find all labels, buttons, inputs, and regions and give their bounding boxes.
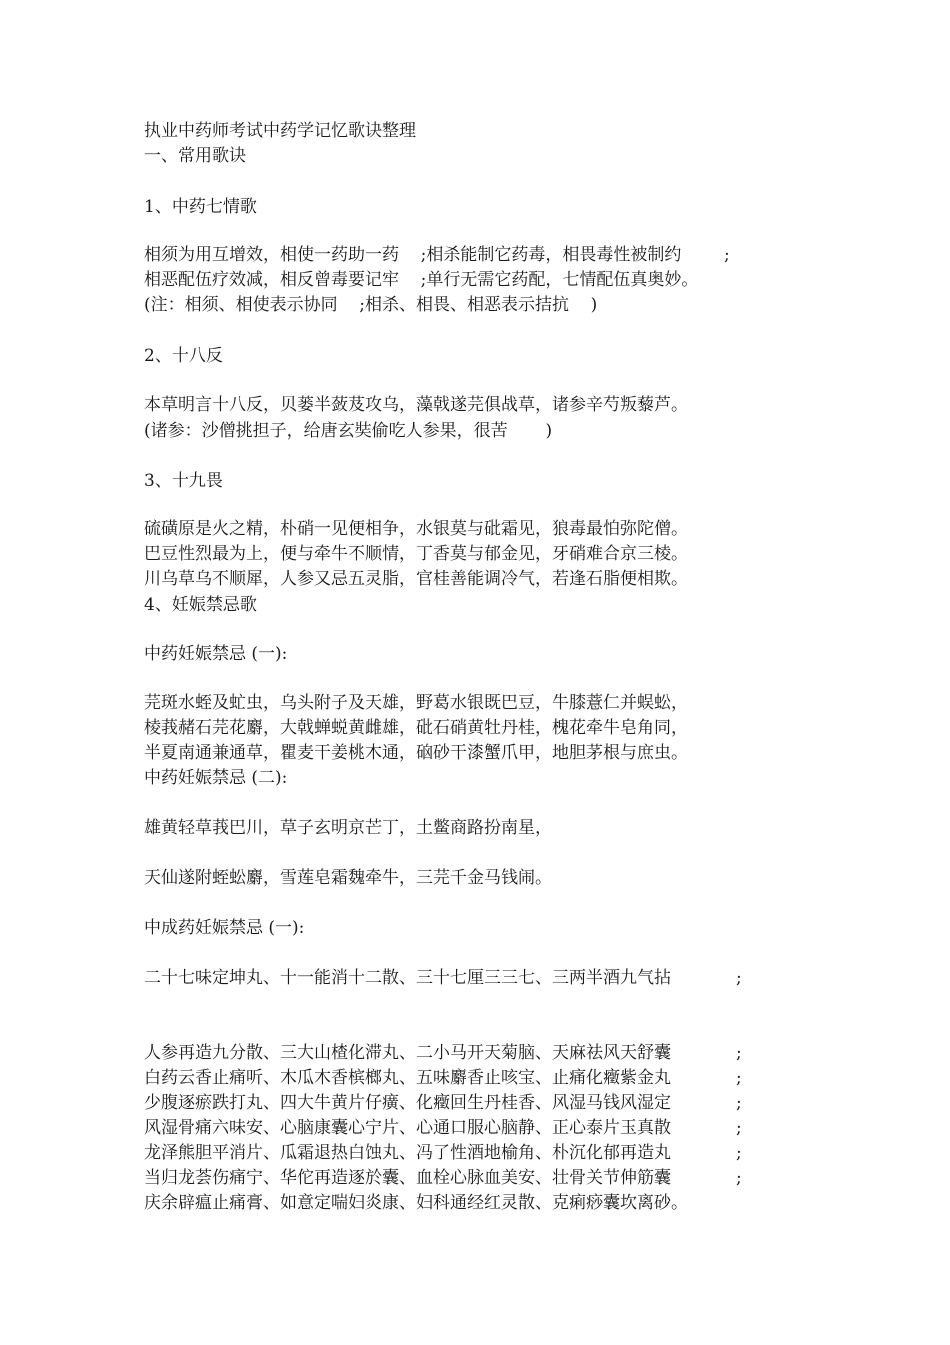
s2-note: (诸参：沙僧挑担子，给唐玄奘偷吃人参果，很苦 ) (144, 421, 553, 441)
s2-line: 本草明言十八反，贝蒌半蔹芨攻乌，藻戟遂芫俱战草，诸参辛芍叛藜芦。 (144, 395, 688, 415)
list-item: 人参再造九分散、三大山楂化滞丸、二小马开天菊脑、天麻祛风天舒囊 (144, 1043, 671, 1063)
list-item: 龙泽熊胆平消片、瓜霜退热白蚀丸、冯了性酒地榆角、朴沉化郁再造丸 (144, 1143, 671, 1163)
s4-sub3-line: 二十七味定坤丸、十一能消十二散、三十七厘三三七、三两半酒九气拈 (144, 968, 671, 988)
list-item-end: ; (736, 1043, 742, 1063)
document-title: 执业中药师考试中药学记忆歌诀整理 (144, 121, 416, 141)
s1-line: 相须为用互增效，相使一药助一药 ;相杀能制它药毒，相畏毒性被制约 (144, 245, 682, 265)
s1-note: (注：相须、相使表示协同 ;相杀、相畏、相恶表示拮抗 ) (144, 295, 598, 315)
list-item: 风湿骨痛六味安、心脑康囊心宁片、心通口服心脑静、正心泰片玉真散 (144, 1118, 671, 1138)
list-item-end: ; (736, 1068, 742, 1088)
s1-line: 相恶配伍疗效减，相反曾毒要记牢 ;单行无需它药配，七情配伍真奥妙。 (144, 270, 699, 290)
list-item: 庆余辟瘟止痛膏、如意定喘妇炎康、妇科通经红灵散、克痢痧囊坎离砂。 (144, 1193, 688, 1213)
s4-sub3-heading: 中成药妊娠禁忌 (一): (144, 918, 305, 938)
s3-line: 硫磺原是火之精，朴硝一见便相争，水银莫与砒霜见，狼毒最怕弥陀僧。 (144, 519, 688, 539)
s4-sub2-heading: 中药妊娠禁忌 (二): (144, 768, 288, 788)
s4-sub2-line: 雄黄轻草莪巴川，草子玄明京芒丁，土鳖商路扮南星， (144, 818, 552, 838)
list-item: 白药云香止痛听、木瓜木香槟榔丸、五味麝香止咳宝、止痛化癥紫金丸 (144, 1068, 671, 1088)
s2-heading: 2、十八反 (144, 346, 223, 366)
list-item-end: ; (736, 1143, 742, 1163)
s4-sub1-heading: 中药妊娠禁忌 (一): (144, 644, 288, 664)
s4-heading: 4、妊娠禁忌歌 (144, 595, 257, 615)
s4-sub1-line: 半夏南通兼通草，瞿麦干姜桃木通，硇砂干漆蟹爪甲，地胆茅根与庶虫。 (144, 743, 688, 763)
list-item-end: ; (736, 1168, 742, 1188)
s1-line-end: ; (724, 245, 730, 265)
s4-sub1-line: 棱莪赭石芫花麝，大戟蝉蜕黄雌雄，砒石硝黄牡丹桂，槐花牵牛皂角同， (144, 718, 688, 738)
s3-line: 巴豆性烈最为上，便与牵牛不顺情，丁香莫与郁金见，牙硝难合京三棱。 (144, 544, 688, 564)
s4-sub2-line: 天仙遂附蛭蚣麝，雪莲皂霜魏牵牛，三芫千金马钱闹。 (144, 868, 552, 888)
s3-line: 川乌草乌不顺犀，人参又忌五灵脂，官桂善能调冷气，若逢石脂便相欺。 (144, 569, 688, 589)
list-item-end: ; (736, 1093, 742, 1113)
list-item: 少腹逐瘀跌打丸、四大牛黄片仔癀、化癥回生丹桂香、风湿马钱风湿定 (144, 1093, 671, 1113)
s1-heading: 1、中药七情歌 (144, 197, 257, 217)
s3-heading: 3、十九畏 (144, 471, 223, 491)
section-heading: 一、常用歌诀 (144, 146, 246, 166)
list-item: 当归龙荟伤痛宁、华佗再造逐於囊、血栓心脉血美安、壮骨关节伸筋囊 (144, 1168, 671, 1188)
s4-sub3-line-end: ; (736, 968, 742, 988)
s4-sub1-line: 芫斑水蛭及虻虫，乌头附子及天雄，野葛水银既巴豆，牛膝薏仁并蜈蚣， (144, 693, 688, 713)
list-item-end: ; (736, 1118, 742, 1138)
